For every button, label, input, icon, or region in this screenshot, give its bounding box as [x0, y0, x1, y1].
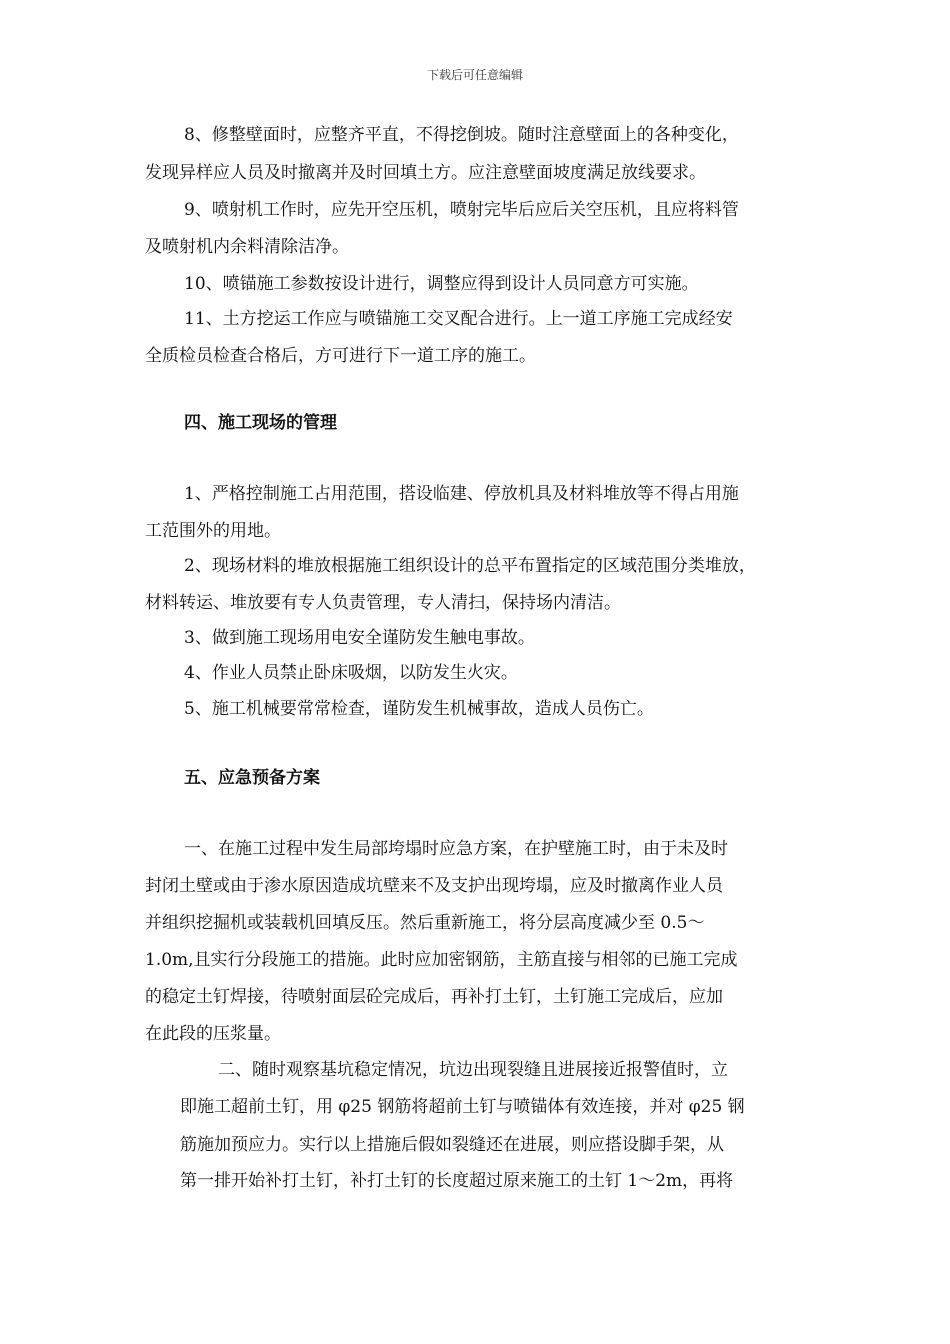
paragraph-line: 1.0m,且实行分段施工的措施。此时应加密钢筋，主筋直接与相邻的已施工完成 [145, 950, 738, 970]
paragraph-line: 全质检员检查合格后，方可进行下一道工序的施工。 [145, 346, 536, 366]
paragraph-line: 4、作业人员禁止卧床吸烟，以防发生火灾。 [184, 663, 518, 683]
page-header: 下载后可任意编辑 [426, 68, 523, 82]
paragraph-line: 筋施加预应力。实行以上措施后假如裂缝还在进展，则应搭设脚手架，从 [180, 1135, 724, 1155]
paragraph-line: 3、做到施工现场用电安全谨防发生触电事故。 [184, 628, 535, 648]
paragraph-line: 9、喷射机工作时，应先开空压机，喷射完毕后应后关空压机，且应将料管 [184, 200, 739, 220]
paragraph-line: 材料转运、堆放要有专人负责管理，专人清扫，保持场内清洁。 [145, 593, 621, 613]
paragraph-line: 11、土方挖运工作应与喷锚施工交叉配合进行。上一道工序施工完成经安 [184, 309, 733, 329]
paragraph-line: 8、修整壁面时，应整齐平直，不得挖倒坡。随时注意壁面上的各种变化， [184, 125, 739, 145]
paragraph-line: 发现异样应人员及时撤离并及时回填土方。应注意壁面坡度满足放线要求。 [145, 163, 706, 183]
paragraph-line: 及喷射机内余料清除洁净。 [145, 237, 349, 257]
paragraph-line: 10、喷锚施工参数按设计进行，调整应得到设计人员同意方可实施。 [184, 274, 699, 294]
paragraph-line: 并组织挖掘机或装载机回填反压。然后重新施工，将分层高度减少至 0.5～ [145, 913, 705, 933]
paragraph-line: 的稳定土钉焊接，待喷射面层砼完成后，再补打土钉，土钉施工完成后，应加 [145, 987, 723, 1007]
paragraph-line: 5、施工机械要常常检查，谨防发生机械事故，造成人员伤亡。 [184, 699, 654, 719]
paragraph-line: 第一排开始补打土钉，补打土钉的长度超过原来施工的土钉 1～2m，再将 [180, 1171, 734, 1191]
paragraph-line: 工范围外的用地。 [145, 521, 281, 541]
paragraph-line: 一、在施工过程中发生局部垮塌时应急方案，在护壁施工时，由于未及时 [184, 839, 728, 859]
paragraph-line: 1、严格控制施工占用范围，搭设临建、停放机具及材料堆放等不得占用施 [184, 484, 739, 504]
paragraph-line: 二、随时观察基坑稳定情况，坑边出现裂缝且进展接近报警值时，立 [218, 1060, 728, 1080]
paragraph-line: 即施工超前土钉，用 φ25 钢筋将超前土钉与喷锚体有效连接，并对 φ25 钢 [180, 1097, 745, 1117]
paragraph-line: 2、现场材料的堆放根据施工组织设计的总平布置指定的区域范围分类堆放， [184, 556, 756, 576]
paragraph-line: 在此段的压浆量。 [145, 1024, 281, 1044]
paragraph-line: 封闭土壁或由于渗水原因造成坑壁来不及支护出现垮塌，应及时撤离作业人员 [145, 876, 723, 896]
section-heading: 四、施工现场的管理 [184, 413, 337, 433]
section-heading: 五、应急预备方案 [184, 768, 320, 788]
